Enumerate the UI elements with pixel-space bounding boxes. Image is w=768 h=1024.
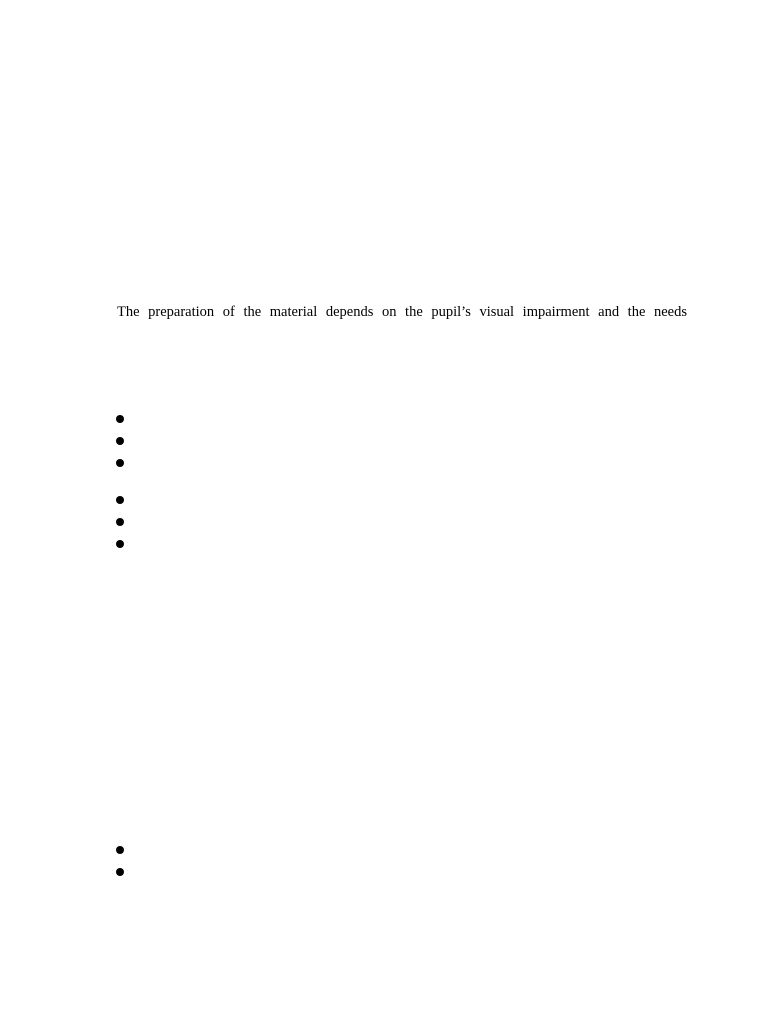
list-item bbox=[116, 490, 136, 512]
bullet-icon bbox=[116, 437, 124, 445]
bullet-icon bbox=[116, 846, 124, 854]
list-item bbox=[116, 840, 136, 862]
list-item bbox=[116, 453, 136, 475]
list-item bbox=[116, 534, 136, 556]
bullet-icon bbox=[116, 518, 124, 526]
bullet-icon bbox=[116, 868, 124, 876]
bullet-icon bbox=[116, 540, 124, 548]
list-item bbox=[116, 512, 136, 534]
bullet-icon bbox=[116, 459, 124, 467]
list-item bbox=[116, 409, 136, 431]
list-item bbox=[116, 862, 136, 884]
body-paragraph: The preparation of the material depends on the pupil’s visual impairment and the needs bbox=[117, 304, 687, 320]
bullet-icon bbox=[116, 415, 124, 423]
bullet-icon bbox=[116, 496, 124, 504]
list-item bbox=[116, 431, 136, 453]
